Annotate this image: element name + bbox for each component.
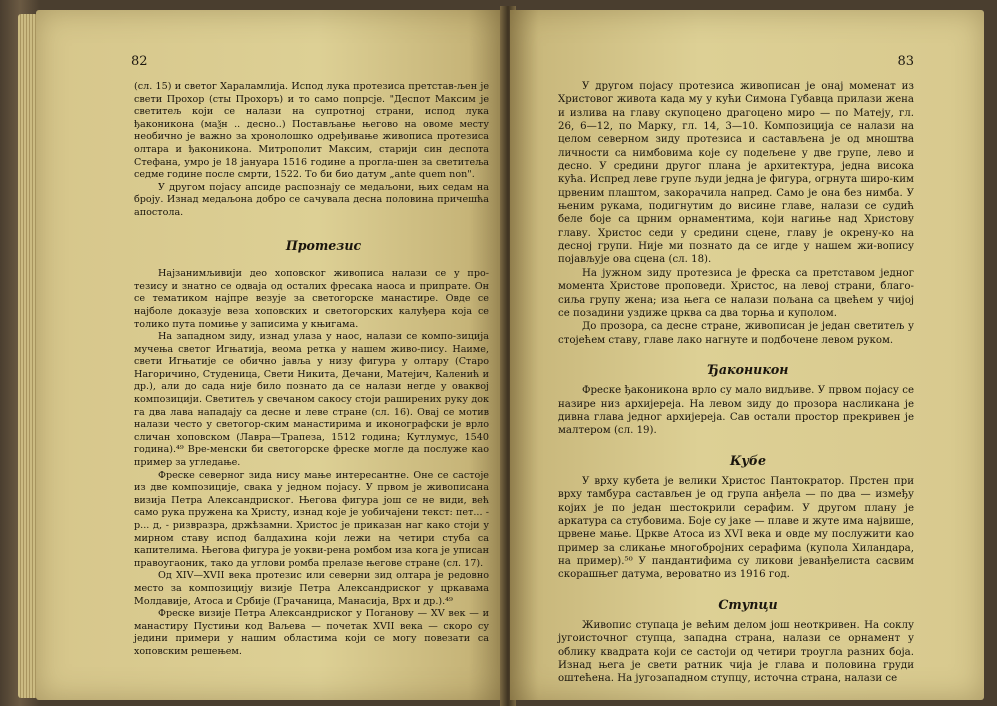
paragraph: Фреске ђаконикона врло су мало видљиве. У првом појасу се назире низ архијереја. На левом зиду до прозора насликана је дивна глава једног архијереја. Сав остали простор прекривен је малтером (сл. 19). [558, 385, 914, 437]
paragraph: На јужном зиду протезиса је фреска са претставом једног момента Христове проповеди. Христос, на левој страни, благо-сиља групу жена; иза њега се налази пољана са цвећем у чијој се позадини уздиже црква са два торња и куполом. [558, 267, 914, 319]
paragraph: Живопис ступаца је већим делом још неоткривен. На соклу југоисточног ступца, западна страна, налази се орнамент у облику квадрата који се састоји од четири троугла разних боја. Изнад њега је свети ратник чија је глава и половина груди оштећена. На југозападном ступцу, источна страна, налази се [558, 620, 914, 685]
right-page [510, 10, 984, 700]
paragraph: Фреске северног зида нису мање интересантне. Оне се састоје из две композиције, свака у једном појасу. У првом је живописана визија Петра Александриског. Његова фигура још се не види, већ само рука пружена ка Христу, изнад које је уобичајени текст: пет... - р... д, - ризвразра, држѣзамни. Христос је приказан наг како стоји у мирном ставу испод балдахина који лежи на четири стуба са капителима. Његова фигура је уокви-рена ромбом иза кога је уписан правоугаоник, тако да углови ромба прелазе његове стране (сл. 17). [134, 469, 489, 569]
section-heading-djakonikon: Ђаконикон [707, 361, 789, 377]
paragraph: Најзанимљивији део хоповског живописа налази се у про-тезису и знатно се одваја од осталих фресака наоса и припрате. Он се тематиком најпре везује за светогорске манастире. Овде се најболе доказује веза хоповских и светогорских калуђера која се толико пута помиње у записима у књигама. [134, 268, 489, 330]
paragraph: Фреске визије Петра Александриског у Поганову — XV век — и манастиру Пустињи код Ваљева — почетак XVII века — скоро су једини примери у нашим областима који се могу повезати са хоповским решењем. [134, 608, 489, 657]
page-number-right: 83 [897, 54, 914, 69]
paragraph: До прозора, са десне стране, живописан је један светитељ у стојећем ставу, главе лако нагнуте и подбочене левом руком. [558, 321, 914, 346]
section-heading-stupci: Ступци [718, 596, 778, 612]
paragraph: У другом појасу апсиде распознају се медаљони, њих седам на броју. Изнад медаљона добро се сачувала десна половина причешћа апостола. [134, 181, 489, 218]
paragraph: На западном зиду, изнад улаза у наос, налази се компо-зиција мучења светог Игњатија, веома ретка у нашем живо-пису. Наиме, свети Игњатије се обично јавља у низу фигура у олтару (Старо Нагоричино, Студеница, Свети Никита, Дечани, Матејич, Каленић и др.), али до сада није било познато да се налази негде у оваквој композицији. Светитељ у свечаном сакосу стоји раширених руку док га два лава нападају са десне и леве стране (сл. 16). Овај се мотив налази често у светогор-ским манастирима и иконографски је врло сличан хоповском (Лавра—Трапеза, 1512 година; Кутлумус, 1540 година).⁴⁹ Вре-менски би светогорске фреске могле да послуже као пример за угледање. [134, 331, 489, 469]
page-edges [18, 14, 38, 698]
paragraph: У другом појасу протезиса живописан је онај моменат из Христовог живота када му у кући Симона Губавца прилази жена и излива на главу скупоцено драгоцено миро — по Матеју, гл. 26, 6—12, по Марку, гл. 14, 3—10. Композиција се налази на целом северном зиду протезиса и састављена је од мноштва личности са нимбовима које су подељене у две групе, лево и десно. У средини другог плана је архитектура, једна висока кућа. Испред леве групе људи једна је фигура, огрнута широ-ким црвеним плаштом, закорачила напред. Само је она без нимба. У њеним рукама, подигнутим до висине главе, налази се судић беле боје са црним орнаментима, који нагиње над Христову главу. Христос седи у средини сцене, главу је окрену-ко на десној групи. Није ми познато да се игде у нашем жи-вопису појављује ова сцена (сл. 18). [558, 81, 914, 266]
paragraph: Од XIV—XVII века протезис или северни зид олтара је редовно место за композицију визије Петра Александриског у цркавама Молдавије, Атоса и Србије (Грачаница, Манасија, Врх и др.).⁴⁹ [134, 570, 489, 607]
left-page-text [134, 81, 489, 659]
section-heading-protezis: Протезис [285, 237, 362, 253]
right-page-text [558, 80, 914, 686]
left-page [36, 10, 506, 700]
page-number-left: 82 [131, 54, 148, 69]
section-heading-kube: Кубе [729, 452, 767, 468]
paragraph: (сл. 15) и светог Хараламлија. Испод лука протезиса претстав-љен је свети Прохор (сты Прохоръ) и то само попрсје. "Деспот Максим је светитељ који се налази на супротној страни, испод лука ђаконикона (маѯн .. десно..) Постављање његово на овоме месту необично је важно за хронолошко одређивање живописа протезиса олтара и ђаконикона. Митрополит Максим, старији син деспота Стефана, умро је 18 јануара 1516 године а прогла-шен за светитеља седме године после смрти, 1522. То би био датум „ante quem non". [134, 81, 489, 181]
paragraph: У врху кубета је велики Христос Пантократор. Прстен при врху тамбура састављен је од група анђела — по два — између којих је по један шестокрили серафим. У другом плану је аркатура са стубовима. Боје су јаке — плаве и жуте има највише, црвене мање. Цркве Атоса из XVI века и овде му послужити као пример за сликање многобројних серафима (купола Хиландара, на пример).⁵⁰ У пандантифима су ликови јеванђелиста сасвим скорашњег датума, вероватно из 1916 год. [558, 475, 914, 581]
